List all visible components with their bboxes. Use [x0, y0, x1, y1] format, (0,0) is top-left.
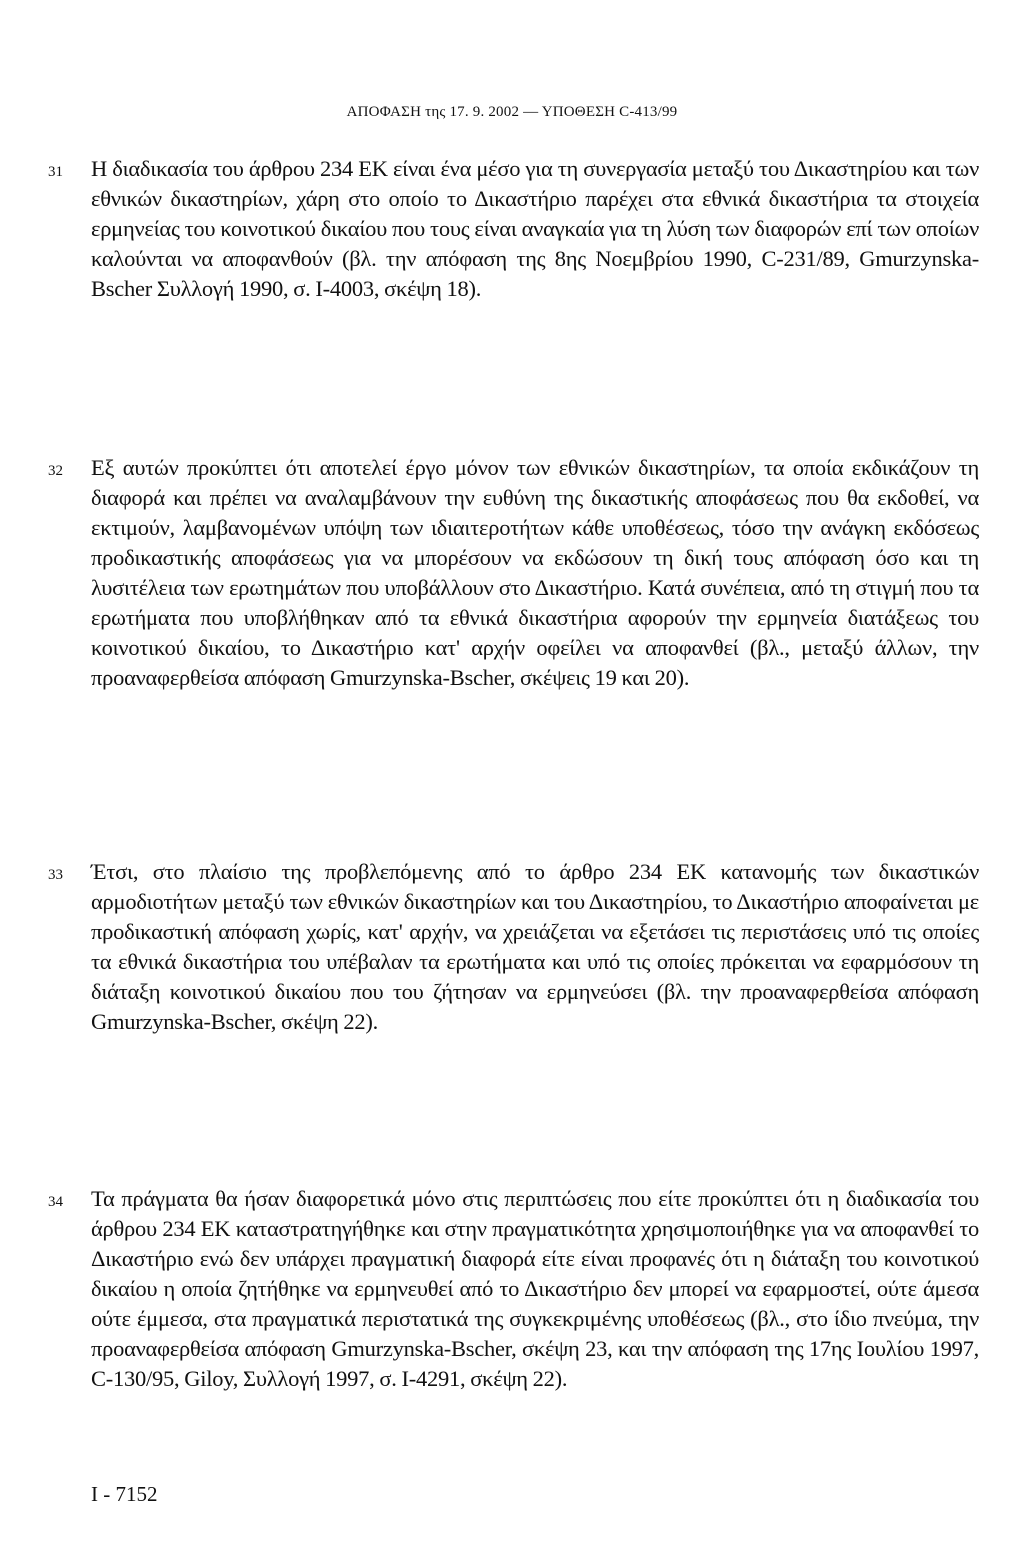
paragraph-number: 32 — [48, 463, 63, 479]
paragraph-number: 34 — [48, 1194, 63, 1210]
paragraph-text: Εξ αυτών προκύπτει ότι αποτελεί έργο μόνον των εθνικών δικαστηρίων, τα οποία εκδικάζουν τη διαφορά και πρέπει να αναλαμβάνουν την ευθύνη της δικαστικής αποφάσεως που θα εκδοθεί, να εκτιμούν, λαμβανομένων υπόψη των ιδιαιτεροτήτων κάθε υποθέσεως, τόσο την ανάγκη εκδόσεως προδικαστικής αποφάσεως για να μπορέσουν να εκδώσουν τη δική τους απόφαση όσο και τη λυσιτέλεια των ερωτημάτων που υποβάλλουν στο Δικαστήριο. Κατά συνέπεια, από τη στιγμή που τα ερωτήματα που υποβλήθηκαν από τα εθνικά δικαστήρια αφορούν την ερμηνεία διατάξεως του κοινοτικού δικαίου, το Δικαστήριο κατ' αρχήν οφείλει να αποφανθεί (βλ., μεταξύ άλλων, την προαναφερθείσα απόφαση Gmurzynska-Bscher, σκέψεις 19 και 20). — [91, 455, 979, 690]
running-header: ΑΠΟΦΑΣΗ της 17. 9. 2002 — ΥΠΟΘΕΣΗ C-413/99 — [346, 104, 678, 120]
paragraph-text: Έτσι, στο πλαίσιο της προβλεπόμενης από το άρθρο 234 ΕΚ κατανομής των δικαστικών αρμοδιοτήτων μεταξύ των εθνικών δικαστηρίων και του Δικαστηρίου, το Δικαστήριο αποφαίνεται με προδικαστική απόφαση χωρίς, κατ' αρχήν, να χρειάζεται να εξετάσει τις περιστάσεις υπό τις οποίες τα εθνικά δικαστήρια του υπέβαλαν τα ερωτήματα και υπό τις οποίες πρόκειται να εφαρμόσουν τη διάταξη κοινοτικού δικαίου που του ζήτησαν να ερμηνεύσει (βλ. την προαναφερθείσα απόφαση Gmurzynska-Bscher, σκέψη 22). — [91, 859, 979, 1034]
paragraph-number: 31 — [48, 164, 63, 180]
paragraph-number: 33 — [48, 867, 63, 883]
paragraph-text: Η διαδικασία του άρθρου 234 ΕΚ είναι ένα μέσο για τη συνεργασία μεταξύ του Δικαστηρίου και των εθνικών δικαστηρίων, χάρη στο οποίο το Δικαστήριο παρέχει στα εθνικά δικαστήρια τα στοιχεία ερμηνείας του κοινοτικού δικαίου που τους είναι αναγκαία για τη λύση των διαφορών επί των οποίων καλούνται να αποφανθούν (βλ. την απόφαση της 8ης Νοεμβρίου 1990, C-231/89, Gmurzynska-Bscher Συλλογή 1990, σ. I-4003, σκέψη 18). — [91, 156, 979, 301]
page-number: I - 7152 — [91, 1482, 158, 1506]
paragraph-text: Τα πράγματα θα ήσαν διαφορετικά μόνο στις περιπτώσεις που είτε προκύπτει ότι η διαδικασία του άρθρου 234 ΕΚ καταστρατηγήθηκε και στην πραγματικότητα χρησιμοποιήθηκε για να αποφανθεί το Δικαστήριο ενώ δεν υπάρχει πραγματική διαφορά είτε είναι προφανές ότι η διάταξη του κοινοτικού δικαίου η οποία ζητήθηκε να ερμηνευθεί από το Δικαστήριο δεν μπορεί να εφαρμοστεί, ούτε άμεσα ούτε έμμεσα, στα πραγματικά περιστατικά της συγκεκριμένης υποθέσεως (βλ., στο ίδιο πνεύμα, την προαναφερθείσα απόφαση Gmurzynska-Bscher, σκέψη 23, και την απόφαση της 17ης Ιουλίου 1997, C-130/95, Giloy, Συλλογή 1997, σ. I-4291, σκέψη 22). — [91, 1186, 979, 1391]
